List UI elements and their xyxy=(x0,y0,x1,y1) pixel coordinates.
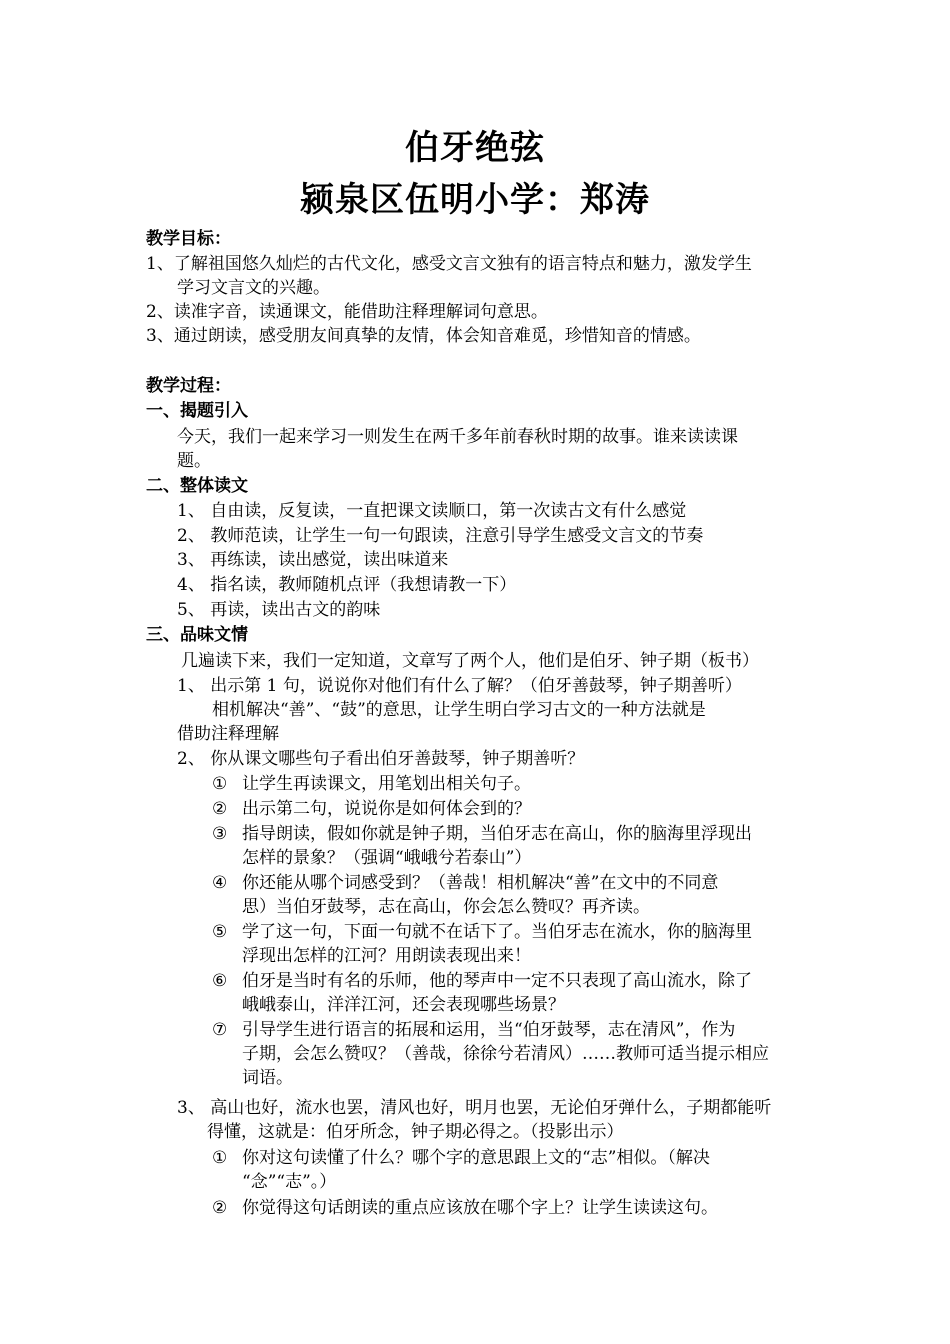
section-2-item: 4、 指名读，教师随机点评（我想请教一下） xyxy=(177,575,517,595)
goal-3: 3、通过朗读，感受朋友间真挚的友情，体会知音难觅，珍惜知音的情感。 xyxy=(146,326,701,346)
sub-item-number: ⑤ xyxy=(212,922,228,942)
sub-item-text: 让学生再读课文，用笔划出相关句子。 xyxy=(242,774,531,794)
section-3-item-1-line-1: 1、 出示第 1 句，说说你对他们有什么了解？（伯牙善鼓琴，钟子期善听） xyxy=(177,676,742,696)
sub-item-number: ⑦ xyxy=(212,1020,228,1040)
sub-item-text: 怎样的景象？（强调“峨峨兮若泰山”） xyxy=(242,848,532,868)
sub-item-number: ③ xyxy=(212,824,228,844)
sub-item-text: “念”“志”。） xyxy=(242,1172,337,1192)
section-2-item: 5、 再读，读出古文的韵味 xyxy=(177,600,381,620)
sub-item-number: ⑥ xyxy=(212,971,228,991)
sub-item-text: 词语。 xyxy=(242,1068,293,1088)
sub-item-text: 思）当伯牙鼓琴，志在高山，你会怎么赞叹？再齐读。 xyxy=(242,897,650,917)
section-2-item: 1、 自由读，反复读，一直把课文读顺口，第一次读古文有什么感觉 xyxy=(177,501,687,521)
sub-item-number: ① xyxy=(212,774,228,794)
goal-1-line-1: 1、了解祖国悠久灿烂的古代文化，感受文言文独有的语言特点和魅力，激发学生 xyxy=(146,254,752,274)
sub-item-number: ① xyxy=(212,1148,228,1168)
sub-item-number: ② xyxy=(212,799,228,819)
section-3-item-2: 2、 你从课文哪些句子看出伯牙善鼓琴，钟子期善听？ xyxy=(177,749,585,769)
goal-2: 2、读准字音，读通课文，能借助注释理解词句意思。 xyxy=(146,302,548,322)
section-2-item: 2、 教师范读，让学生一句一句跟读，注意引导学生感受文言文的节奏 xyxy=(177,526,704,546)
section-3-item-1-line-2: 相机解决“善”、“鼓”的意思，让学生明白学习古文的一种方法就是 xyxy=(212,700,706,720)
sub-item-text: 你对这句读懂了什么？哪个字的意思跟上文的“志”相似。（解决 xyxy=(242,1148,710,1168)
sub-item-text: 浮现出怎样的江河？用朗读表现出来！ xyxy=(242,946,531,966)
sub-item-text: 峨峨泰山，洋洋江河，还会表现哪些场景？ xyxy=(242,995,565,1015)
section-3-heading: 三、品味文情 xyxy=(146,625,248,645)
sub-item-number: ④ xyxy=(212,873,228,893)
sub-item-text: 引导学生进行语言的拓展和运用，当“伯牙鼓琴，志在清风”，作为 xyxy=(242,1020,736,1040)
process-heading: 教学过程： xyxy=(146,376,231,396)
sub-item-text: 指导朗读，假如你就是钟子期，当伯牙志在高山，你的脑海里浮现出 xyxy=(242,824,752,844)
goal-1-line-2: 学习文言文的兴趣。 xyxy=(177,278,330,298)
section-2-heading: 二、整体读文 xyxy=(146,476,248,496)
section-3-item-3-line-2: 得懂，这就是：伯牙所念，钟子期必得之。（投影出示） xyxy=(207,1122,624,1142)
sub-item-text: 子期，会怎么赞叹？（善哉，徐徐兮若清风）……教师可适当提示相应 xyxy=(242,1044,769,1064)
section-3-item-1-line-3: 借助注释理解 xyxy=(177,724,279,744)
section-3-intro: 几遍读下来，我们一定知道，文章写了两个人，他们是伯牙、钟子期（板书） xyxy=(181,651,759,671)
goals-heading: 教学目标： xyxy=(146,229,231,249)
section-1-text-line-1: 今天，我们一起来学习一则发生在两千多年前春秋时期的故事。谁来读读课 xyxy=(177,427,738,447)
section-3-item-3-line-1: 3、 高山也好，流水也罢，清风也好，明月也罢，无论伯牙弹什么，子期都能听 xyxy=(177,1098,772,1118)
sub-item-number: ② xyxy=(212,1198,228,1218)
document-author: 颍泉区伍明小学：郑涛 xyxy=(300,180,650,220)
section-2-item: 3、 再练读，读出感觉，读出味道来 xyxy=(177,550,449,570)
sub-item-text: 你觉得这句话朗读的重点应该放在哪个字上？让学生读读这句。 xyxy=(242,1198,718,1218)
sub-item-text: 出示第二句，说说你是如何体会到的？ xyxy=(242,799,531,819)
document-title: 伯牙绝弦 xyxy=(405,128,545,168)
section-1-text-line-2: 题。 xyxy=(177,451,211,471)
sub-item-text: 你还能从哪个词感受到？（善哉！相机解决“善”在文中的不同意 xyxy=(242,873,719,893)
sub-item-text: 伯牙是当时有名的乐师，他的琴声中一定不只表现了高山流水，除了 xyxy=(242,971,752,991)
section-1-heading: 一、揭题引入 xyxy=(146,401,248,421)
sub-item-text: 学了这一句，下面一句就不在话下了。当伯牙志在流水，你的脑海里 xyxy=(242,922,752,942)
